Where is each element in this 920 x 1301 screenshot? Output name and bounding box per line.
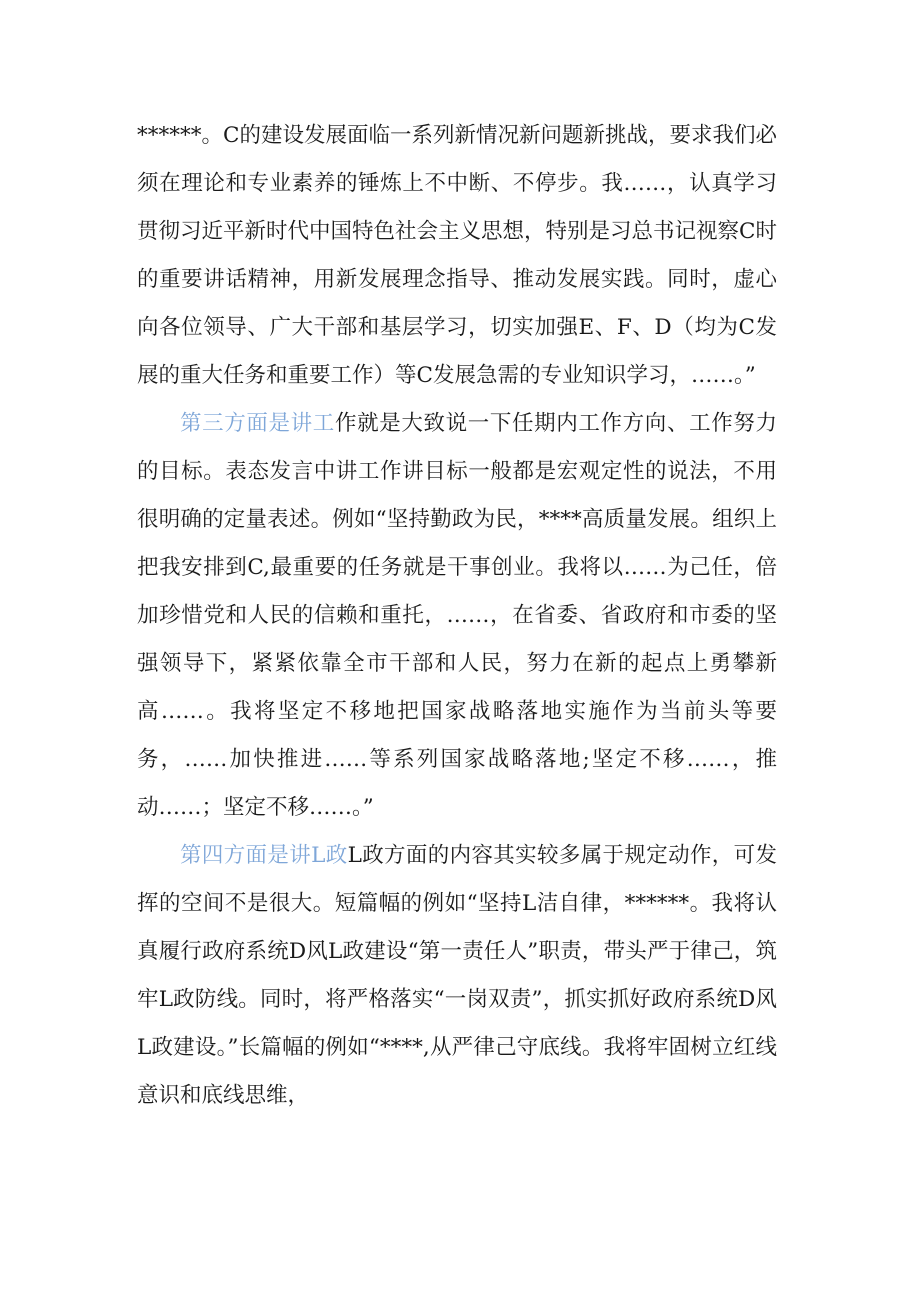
paragraph-3-heading: 第四方面是讲L政 bbox=[180, 843, 348, 868]
paragraph-2-heading: 第三方面是讲工 bbox=[180, 411, 335, 436]
paragraph-2 bbox=[137, 400, 777, 832]
paragraph-1-text: ******。C的建设发展面临一系列新情况新问题新挑战，要求我们必须在理论和专业素养的锤炼上不中断、不停步。我……，认真学习贯彻习近平新时代中国特色社会主义思想，特别是习总书记视察C时的重要讲话精神，用新发展理念指导、推动发展实践。同时，虚心向各位领导、广大干部和基层学习，切实加强E、F、D（均为C发展的重大任务和重要工作）等C发展急需的专业知识学习，……。” bbox=[137, 123, 777, 388]
paragraph-2-text: 作就是大致说一下任期内工作方向、工作努力的目标。表态发言中讲工作讲目标一般都是宏观定性的说法，不用很明确的定量表述。例如“坚持勤政为民，****高质量发展。组织上把我安排到C,最重要的任务就是干事创业。我将以……为己任，倍加珍惜党和人民的信赖和重托，……，在省委、省政府和市委的坚强领导下，紧紧依靠全市干部和人民，努力在新的起点上勇攀新高……。我将坚定不移地把国家战略落地实施作为当前头等要务，……加快推进……等系列国家战略落地;坚定不移……，推动……；坚定不移……。” bbox=[137, 411, 777, 820]
paragraph-1 bbox=[137, 112, 777, 400]
paragraph-3 bbox=[137, 832, 777, 1120]
paragraph-3-text: L政方面的内容其实较多属于规定动作，可发挥的空间不是很大。短篇幅的例如“坚持L洁自律，******。我将认真履行政府系统D风L政建设“第一责任人”职责，带头严于律己，筑牢L政防线。同时，将严格落实“一岗双责”，抓实抓好政府系统D风L政建设。”长篇幅的例如“****,从严律己守底线。我将牢固树立红线意识和底线思维， bbox=[137, 843, 777, 1108]
document-page bbox=[137, 112, 777, 1120]
